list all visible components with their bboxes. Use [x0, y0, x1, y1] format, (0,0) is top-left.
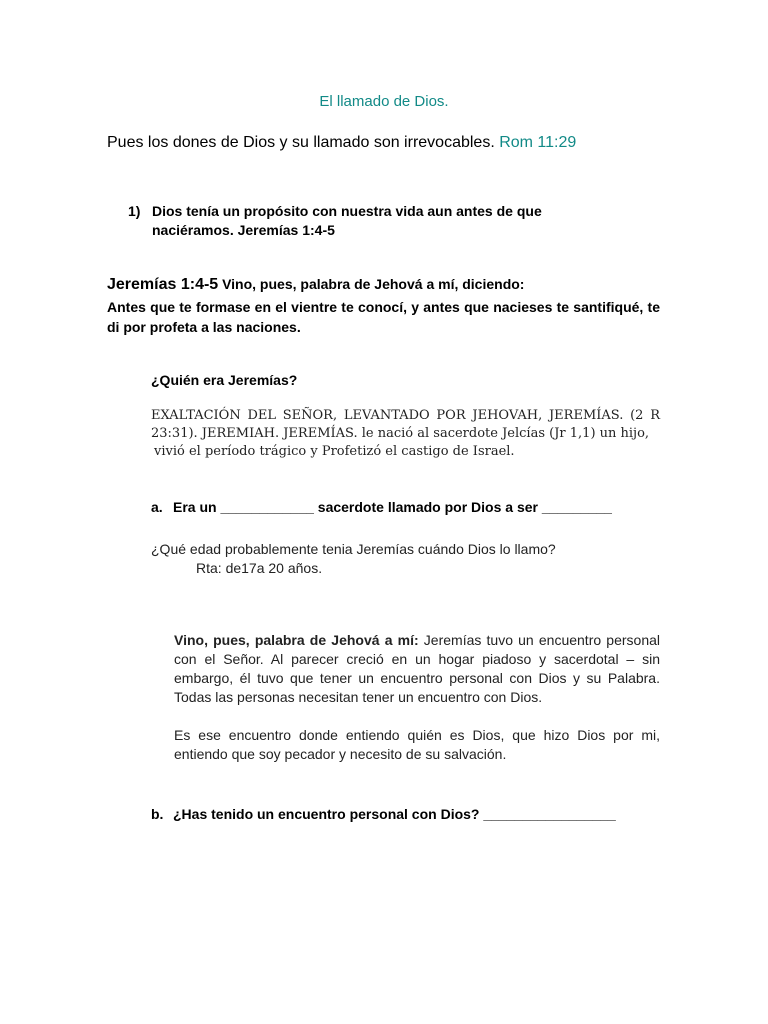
quien-heading: ¿Quién era Jeremías? — [151, 372, 298, 388]
edad-question — [151, 540, 556, 578]
intro-reference: Rom 11:29 — [499, 134, 577, 151]
intro-verse — [107, 134, 576, 152]
exaltacion-paragraph — [151, 407, 660, 461]
question-b-label: b. — [151, 806, 164, 822]
encuentro-lead: Vino, pues, palabra de Jehová a mí: — [174, 632, 419, 648]
exaltacion-line-1: EXALTACIÓN DEL SEÑOR, LEVANTADO POR JEHOVAH, JEREMÍAS. (2 R 23:31). JEREMIAH. JEREMÍAS. le nació al sacerdote Jelcías (Jr 1,1) un hijo, — [151, 408, 660, 441]
encuentro-text: Jeremías tuvo un encuentro personal con el Señor. Al parecer creció en un hogar piadoso y sacerdotal – sin embargo, él tuvo que tener un encuentro personal con Dios y su Palabra. Todas las personas necesitan tener un encuentro con Dios. — [174, 632, 660, 705]
question-a — [151, 499, 612, 515]
point-1-text: Dios tenía un propósito con nuestra vida aun antes de que naciéramos. Jeremías 1:4-5 — [152, 203, 542, 238]
question-a-text: Era un ____________ sacerdote llamado por Dios a ser _________ — [173, 499, 612, 515]
encuentro-paragraph-1 — [174, 631, 660, 707]
question-a-label: a. — [151, 499, 163, 515]
edad-answer: Rta: de17a 20 años. — [196, 560, 323, 576]
edad-question-text: ¿Qué edad probablemente tenia Jeremías cuándo Dios lo llamo? — [151, 541, 556, 557]
verse-body: Antes que te formase en el vientre te conocí, y antes que nacieses te santifiqué, te di por profeta a las naciones. — [107, 299, 660, 335]
encuentro-section — [174, 631, 660, 764]
verse-heading — [107, 275, 660, 294]
verse-intro: Vino, pues, palabra de Jehová a mí, diciendo: — [218, 276, 525, 292]
encuentro-paragraph-2: Es ese encuentro donde entiendo quién es Dios, que hizo Dios por mi, entiendo que soy pecador y necesito de su salvación. — [174, 727, 660, 762]
intro-text: Pues los dones de Dios y su llamado son irrevocables. — [107, 134, 500, 151]
exaltacion-line-2: vivió el período trágico y Profetizó el castigo de Israel. — [154, 444, 515, 459]
point-1-number: 1) — [128, 203, 141, 219]
page-title: El llamado de Dios. — [319, 93, 449, 110]
question-b-text: ¿Has tenido un encuentro personal con Dios? _________________ — [173, 806, 616, 822]
question-b — [151, 806, 616, 822]
verse-reference: Jeremías 1:4-5 — [107, 276, 219, 293]
